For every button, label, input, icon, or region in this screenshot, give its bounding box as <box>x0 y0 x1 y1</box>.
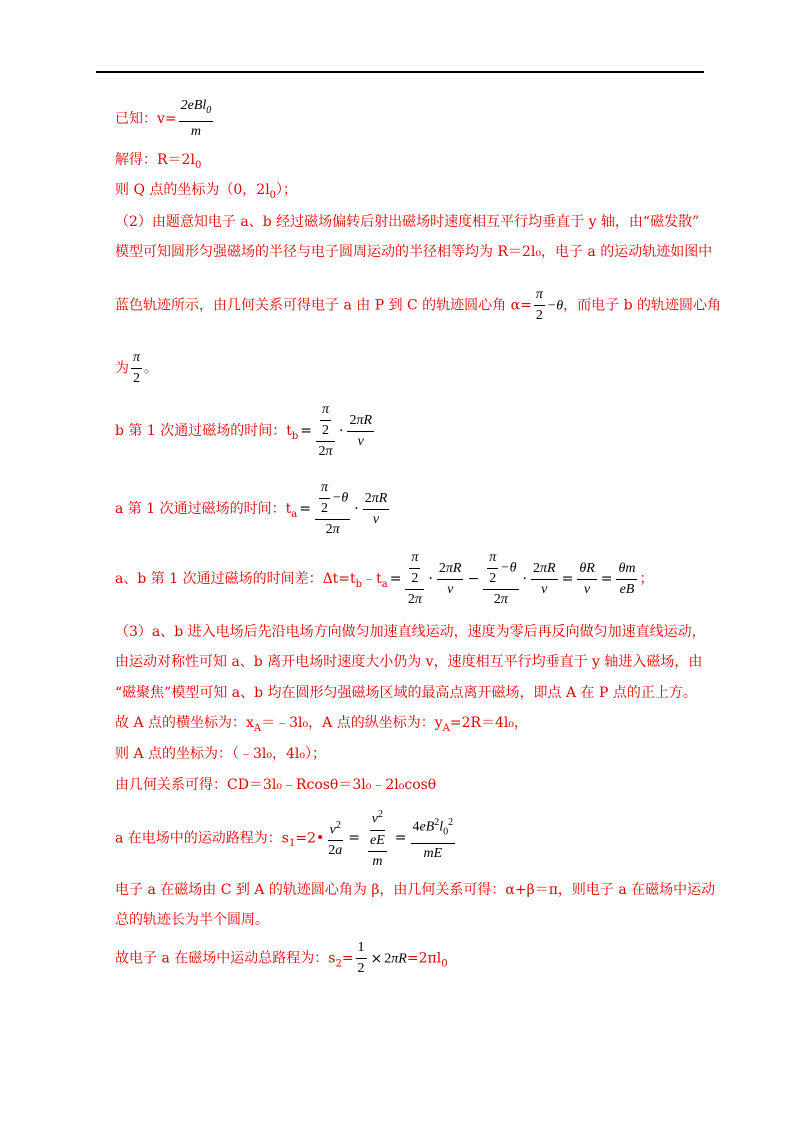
text: a、b 第 1 次通过磁场的时间差：Δt=t <box>115 571 356 587</box>
part3-line3: “磁聚焦”模型可知 a、b 均在圆形匀强磁场区域的最高点离开磁场，即点 A 在 P 点的正上方。 <box>115 685 697 701</box>
part3-line5: 则 A 点的坐标为：（﹣3l₀，4l₀）； <box>115 746 327 762</box>
subscript: a <box>291 508 298 520</box>
text: a 第 1 次通过磁场的时间：t <box>115 501 292 517</box>
fraction: $\frac{\pi}{2}$ <box>322 402 330 438</box>
denominator: 2 <box>535 308 543 323</box>
solve-radius <box>115 150 201 176</box>
fraction: $\frac{\frac{\pi}{2}}{2\pi}$ <box>316 400 335 462</box>
subscript: 1 <box>288 838 296 850</box>
text: 故电子 a 在磁场中运动总路程为：s <box>115 950 336 967</box>
part3-line1: （3）a、b 进入电场后先沿电场方向做匀加速直线运动，速度为零后再反向做匀加速直线运动， <box>115 624 706 640</box>
part3-line9: 总的轨迹长为半个圆周。 <box>115 912 269 928</box>
fraction: $\frac{\pi}{2}$ −θ 2π <box>483 548 518 610</box>
dt-equation: a、b 第 1 次通过磁场的时间差：$\Delta t=t_b﹣t_a$ = $\frac{\frac{\pi}{2}}{2\pi}$ · $\frac{2\pi R}{v}$ − $\frac{\pi}{2}$ −θ 2π · $\frac{2\pi R}{v}$ = $\frac{\theta R}{v}$ = $\frac{\theta m}{eB}$ ； <box>115 548 653 610</box>
text: 蓝色轨迹所示，由几何关系可得电子 a 由 P 到 C 的轨迹圆心角 α= <box>115 297 532 314</box>
part2-line3 <box>115 285 721 326</box>
given-velocity <box>115 96 215 142</box>
fraction: $\frac{2\pi R}{v}$ <box>364 490 388 527</box>
numerator: π <box>131 348 142 369</box>
text: 。 <box>144 360 159 377</box>
text: b 第 1 次通过磁场的时间：t <box>115 423 292 439</box>
text: = <box>341 950 354 967</box>
text: 故 A 点的横坐标为：x <box>115 715 254 731</box>
subscript: 0 <box>269 189 277 201</box>
fraction: $\frac{\theta m}{eB}$ <box>618 560 636 597</box>
text: 为 <box>115 360 129 377</box>
text: 解得：R＝2l <box>115 152 195 168</box>
text: ，而电子 b 的轨迹圆心角 <box>563 297 722 314</box>
fraction <box>179 96 214 142</box>
math-term: −θ <box>546 298 564 314</box>
part2-line4 <box>115 348 158 389</box>
fraction: $\frac{2\pi R}{v}$ <box>533 560 556 597</box>
fraction: $\frac{\pi}{2}$ <box>320 480 328 516</box>
tb-equation: b 第 1 次通过磁场的时间：$t_b$ = $\frac{\frac{\pi}{2}}{2\pi}$ · $\frac{2\pi R}{v}$ <box>115 400 376 462</box>
text: 则 Q 点的坐标为（0，2l <box>115 182 270 198</box>
text: =2πl <box>406 950 442 967</box>
part3-line8: 电子 a 在磁场由 C 到 A 的轨迹圆心角为 β，由几何关系可得：α+β＝π，则电子 a 在磁场中运动 <box>115 882 716 898</box>
text: =2• <box>295 830 325 847</box>
fraction: $\frac{\theta R}{v}$ <box>579 560 595 597</box>
subscript: a <box>381 578 388 590</box>
s2-equation: 故电子 a 在磁场中运动总路程为：$s_2=$ $\frac{1}{2}$ × $2\pi R=2\pi l_0$ <box>115 938 448 979</box>
numerator: 2eBl <box>180 98 207 113</box>
subscript: b <box>355 578 363 590</box>
fraction <box>534 285 545 326</box>
s1-equation: a 在电场中的运动路程为：$s_1=2•$ $\frac{v^2}{2a}$ = $\frac{v^2}{\frac{eE}{m}}$ = $\frac{4eB^2l_0^2}{mE}$ <box>115 805 457 872</box>
subscript: 0 <box>194 159 202 171</box>
subscript: 0 <box>441 958 448 970</box>
denominator: 2 <box>133 371 140 386</box>
fraction: $\frac{4eB^2l_0^2}{mE}$ <box>411 813 456 863</box>
part3-line2: 由运动对称性可知 a、b 离开电场时速度大小仍为 v，速度相互平行均垂直于 y 轴进入磁场，由 <box>115 654 703 670</box>
ta-equation: a 第 1 次通过磁场的时间：$t_a$ = $\frac{\pi}{2}$ −θ 2π · $\frac{2\pi R}{v}$ <box>115 478 391 540</box>
fraction: $\frac{\pi}{2}$ −θ 2π <box>315 478 350 540</box>
fraction: $\frac{v^2}{2a}$ <box>326 816 344 862</box>
part2-line1: （2）由题意知电子 a、b 经过磁场偏转后射出磁场时速度相互平行均垂直于 y 轴，由“磁发散” <box>115 214 700 230</box>
text: 已知：v= <box>115 110 177 127</box>
part3-line6: 由几何关系可得：CD＝3l₀﹣Rcosθ＝3l₀﹣2l₀cosθ <box>115 777 437 793</box>
fraction: $\frac{2\pi R}{v}$ <box>349 412 373 449</box>
fraction: $\frac{v^2}{\frac{eE}{m}}$ <box>364 805 391 872</box>
fraction: $\frac{2\pi R}{v}$ <box>438 560 462 597</box>
text: ﹣t <box>362 571 382 587</box>
denominator: m <box>190 123 202 139</box>
q-coordinate <box>115 180 297 206</box>
fraction <box>131 348 142 389</box>
text: a 在电场中的运动路程为：s <box>115 830 289 847</box>
numerator: π <box>534 285 545 306</box>
text: ）； <box>276 182 298 198</box>
fraction: $\frac{1}{2}$ <box>357 940 365 976</box>
part2-line2: 模型可知圆形匀强磁场的半径与电子圆周运动的半径相等均为 R＝2l₀，电子 a 的运动轨迹如图中 <box>115 244 713 260</box>
part3-line4: 故 A 点的横坐标为：$x_A=﹣3l_0$，A 点的纵坐标为：$y_A=2R=4l_0$， <box>115 715 529 734</box>
subscript: 2 <box>335 958 342 970</box>
text: =2R＝4l₀， <box>449 715 529 731</box>
text: ＝﹣3l₀，A 点的纵坐标为：y <box>261 715 443 731</box>
header-rule <box>96 71 704 73</box>
fraction: $\frac{\frac{\pi}{2}}{2\pi}$ <box>405 548 424 610</box>
subscript: 0 <box>206 104 212 116</box>
subscript: b <box>291 430 299 442</box>
